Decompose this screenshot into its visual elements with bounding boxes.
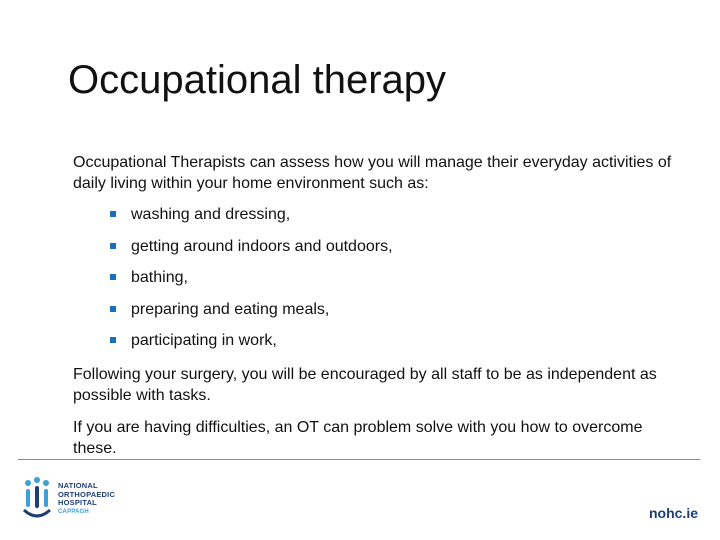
logo-line: NATIONAL [58,481,98,490]
website-url: nohc.ie [648,505,698,521]
list-item [110,267,393,299]
hospital-logo-text [58,476,115,516]
difficulties-paragraph: If you are having difficulties, an OT can problem solve with you how to overcome these. [73,419,643,457]
list-item [110,204,393,236]
list-item-text: participating in work, [131,332,277,349]
post-surgery-paragraph: Following your surgery, you will be encouraged by all staff to be as independent as possible with tasks. [73,366,657,404]
list-item-text: bathing, [131,269,188,286]
square-bullet-icon [110,243,116,249]
square-bullet-icon [110,274,116,280]
list-item-text: getting around indoors and outdoors, [131,237,393,255]
hospital-logo [22,476,132,524]
activity-list [110,204,393,362]
logo-line: ORTHOPAEDIC [58,489,116,499]
square-bullet-icon [110,306,116,312]
list-item-text: washing and dressing, [131,206,291,223]
square-bullet-icon [110,337,116,343]
logo-line: CAPPAGH [58,508,89,515]
square-bullet-icon [110,211,116,217]
list-item [110,299,393,331]
footer-divider [18,459,700,460]
list-item [110,236,393,268]
intro-paragraph: Occupational Therapists can assess how you will manage their everyday activities of daily living within your home environment such as: [73,154,672,192]
logo-line: HOSPITAL [58,498,97,508]
slide-title: Occupational therapy [68,58,447,102]
hospital-logo-mark-icon [22,476,52,522]
list-item [110,330,393,362]
list-item-text: preparing and eating meals, [131,300,330,318]
